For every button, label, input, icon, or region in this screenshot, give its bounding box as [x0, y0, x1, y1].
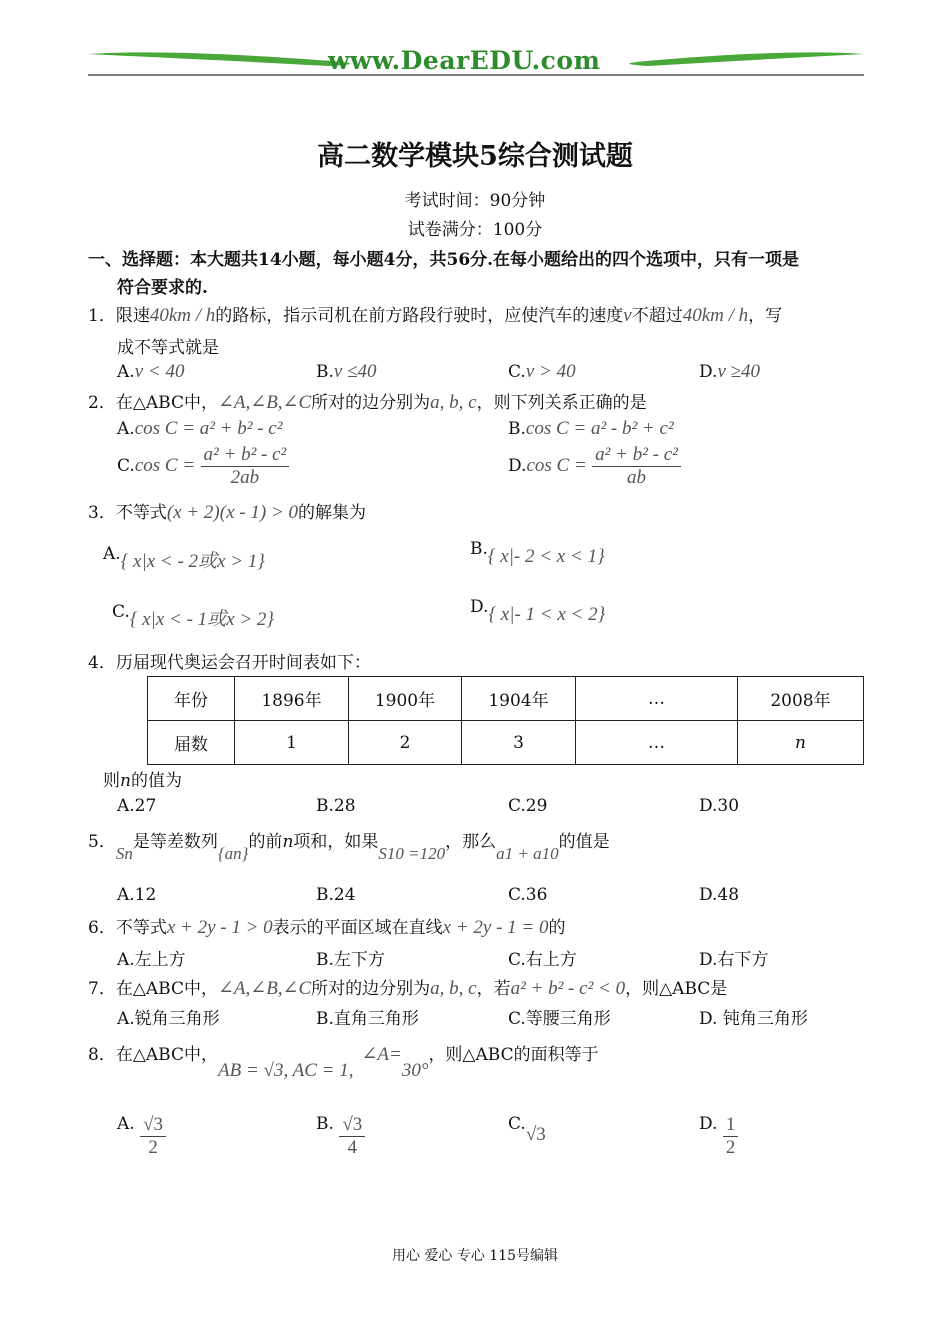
q1-option-d: D.v ≥40	[699, 361, 761, 382]
question-3: 3．不等式(x + 2)(x - 1) > 0的解集为	[88, 502, 366, 523]
q2-option-d: D.cos C = $\frac{\text{a² + b² - c²}}{ab}$	[508, 444, 681, 489]
section-heading-line1: 一、选择题：本大题共14小题，每小题4分，共56分.在每小题给出的四个选项中，只有一项是	[88, 250, 800, 270]
question-6: 6．不等式x + 2y - 1 > 0表示的平面区域在直线x + 2y - 1 = 0的	[88, 917, 566, 938]
full-marks: 试卷满分：100分	[407, 220, 543, 240]
question-7: 7．在△ABC中，∠A,∠B,∠C所对的边分别为a, b, c，若a² + b² - c² < 0，则△ABC是	[88, 978, 728, 999]
q2-option-c: C.cos C = $\frac{\text{a² + b² - c²}}{2ab}$	[117, 444, 289, 489]
exam-time: 考试时间：90分钟	[404, 191, 546, 211]
q2-option-a: A.cos C = a² + b² - c²	[117, 418, 283, 439]
q3-option-c: C.{ x|x < - 1或x > 2}	[112, 602, 275, 630]
question-4-ask: 则n的值为	[103, 771, 182, 791]
question-number: 4．	[88, 653, 116, 673]
page-footer: 用心 爱心 专心 115号编辑	[391, 1248, 559, 1264]
q2-option-b: B.cos C = a² - b² + c²	[508, 418, 674, 439]
q6-option-a: A.左上方	[117, 950, 186, 970]
q5-option-a: A.12	[117, 885, 157, 905]
table-row: 届数 1 2 3 … n	[148, 721, 864, 765]
question-2: 2．在△ABC中，∠A,∠B,∠C所对的边分别为a, b, c，则下列关系正确的是	[88, 392, 647, 413]
page-title: 高二数学模块5综合测试题	[317, 141, 633, 172]
question-8: 8．在△ABC中，AB = √3, AC = 1,∠A=30°，则△ABC的面积等于	[88, 1044, 599, 1081]
q1-option-c: C.v > 40	[508, 361, 576, 382]
question-number: 8．	[88, 1045, 116, 1065]
q4-option-b: B.28	[316, 796, 356, 816]
q7-option-a: A.锐角三角形	[117, 1009, 220, 1029]
q7-option-c: C.等腰三角形	[508, 1009, 611, 1029]
site-logo: www.DearEDU.com	[328, 46, 601, 75]
section-heading-line2: 符合要求的.	[117, 278, 208, 298]
q3-option-a: A.{ x|x < - 2或x > 1}	[103, 544, 265, 572]
q7-option-d: D. 钝角三角形	[699, 1009, 808, 1029]
q3-option-b: B.{ x|- 2 < x < 1}	[470, 539, 605, 567]
question-1: 1．限速40km / h的路标，指示司机在前方路段行驶时，应使汽车的速度v不超过40km / h，写	[88, 305, 783, 326]
olympics-table	[147, 676, 864, 765]
q8-option-a: A. $\frac{√3}{2}$	[117, 1114, 166, 1159]
q1-option-a: A.v < 40	[117, 361, 185, 382]
question-number: 3．	[88, 503, 116, 523]
q5-option-d: D.48	[699, 885, 740, 905]
q8-option-c: C.√3	[508, 1114, 546, 1145]
q8-option-d: D. $\frac{1}{2}$	[699, 1114, 738, 1159]
q6-option-d: D.右下方	[699, 950, 769, 970]
question-number: 6．	[88, 918, 116, 938]
q7-option-b: B.直角三角形	[316, 1009, 419, 1029]
q3-option-d: D.{ x|- 1 < x < 2}	[470, 597, 606, 625]
q8-option-b: B. $\frac{√3}{4}$	[316, 1114, 365, 1159]
question-number: 1．	[88, 306, 116, 326]
q6-option-b: B.左下方	[316, 950, 385, 970]
q4-option-d: D.30	[699, 796, 740, 816]
question-number: 7．	[88, 979, 116, 999]
question-4: 4．历届现代奥运会召开时间表如下：	[88, 653, 371, 673]
q4-option-a: A.27	[117, 796, 157, 816]
header-banner	[88, 48, 864, 80]
q5-option-c: C.36	[508, 885, 548, 905]
speed-limit: 40km / h	[149, 305, 216, 326]
q4-option-c: C.29	[508, 796, 548, 816]
question-number: 5．	[88, 832, 116, 852]
q1-option-b: B.v ≤40	[316, 361, 377, 382]
q5-option-b: B.24	[316, 885, 356, 905]
q6-option-c: C.右上方	[508, 950, 577, 970]
question-1-line2: 成不等式就是	[117, 338, 219, 358]
question-number: 2．	[88, 393, 116, 413]
table-row: 年份 1896年 1900年 1904年 … 2008年	[148, 677, 864, 721]
question-5: 5．Sn是等差数列{an}的前n项和，如果S10 =120，那么a1 + a10的值是	[88, 832, 610, 863]
